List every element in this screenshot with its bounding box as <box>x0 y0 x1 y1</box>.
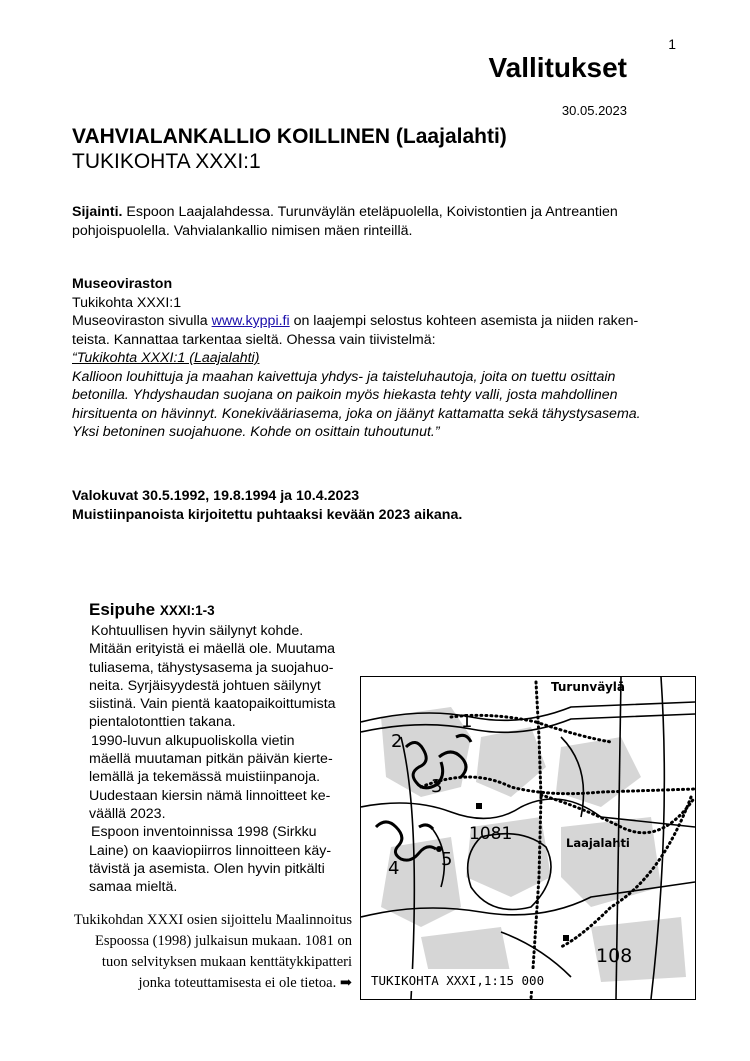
point-label-5: 5 <box>441 849 453 870</box>
bunker-marker <box>476 803 482 809</box>
caption-line <box>56 973 352 994</box>
subtitle: TUKIKOHTA XXXI:1 <box>72 150 261 173</box>
page-number: 1 <box>668 36 676 52</box>
location-label: Sijainti. <box>72 204 123 220</box>
preface-line: 1990-luvun alkupuoliskolla vietin <box>91 732 295 749</box>
map-figure <box>360 676 696 1000</box>
preface-line: pientalotonttien takana. <box>89 714 236 731</box>
preface-line: Uudestaan kiersin nämä linnoitteet ke- <box>89 787 331 804</box>
document-date: 30.05.2023 <box>561 103 627 118</box>
location-text-2: pohjoispuolella. Vahvialankallio nimisen mäen rinteillä. <box>72 222 413 239</box>
museo-section <box>72 275 682 442</box>
arrow-right-icon: ➡ <box>339 975 352 991</box>
point-label-4: 4 <box>388 858 400 879</box>
museo-line <box>72 312 682 331</box>
preface-line: tuliasema, tähystysasema ja suojahuo- <box>89 659 334 676</box>
museo-line: Tukikohta XXXI:1 <box>72 294 182 311</box>
map-caption <box>56 910 352 994</box>
map-footer: TUKIKOHTA XXXI,1:15 000 <box>371 973 545 988</box>
preface-line: Laine) on kaaviopiirros linnoitteen käy- <box>89 842 332 859</box>
quote-line: Kallioon louhittuja ja maahan kaivettuja yhdys- ja taisteluhautoja, joita on tuettu osittain <box>72 368 616 385</box>
preface-line: Espoon inventoinnissa 1998 (Sirkku <box>91 824 317 841</box>
district-label: Laajalahti <box>566 836 630 850</box>
museo-heading: Museoviraston <box>72 276 173 292</box>
caption-line: tuon selvityksen mukaan kenttätykkipatteri <box>101 954 352 970</box>
museo-text: Museoviraston sivulla <box>72 313 212 329</box>
preface-line: siistinä. Vain pientä kaatopaikoittumista <box>89 696 336 713</box>
preface-text <box>89 622 339 896</box>
map-drawing <box>361 677 695 999</box>
road-label: Turunväylä <box>551 680 625 694</box>
preface-heading-text: Esipuhe <box>89 600 160 619</box>
location-paragraph <box>72 203 682 240</box>
battery-marker <box>563 935 569 941</box>
caption-line: Espoossa (1998) julkaisun mukaan. 1081 on <box>95 933 352 949</box>
location-text: Espoon Laajalahdessa. Turunväylän eteläpuolella, Koivistontien ja Antreantien <box>122 204 618 220</box>
museo-text: on laajempi selostus kohteen asemista ja niiden raken- <box>289 313 639 329</box>
photos-line: Muistiinpanoista kirjoitettu puhtaaksi kevään 2023 aikana. <box>72 506 463 523</box>
preface-line: lemällä ja tekemässä muistiinpanoja. <box>89 769 321 786</box>
quote-title: “Tukikohta XXXI:1 (Laajalahti) <box>72 350 260 366</box>
map-number-label: 108 <box>596 945 633 967</box>
quote-line: hirsituenta on hävinnyt. Konekivääriasema, joka on jäänyt kattamatta sekä tähystysasema. <box>72 405 641 422</box>
quote-line: betonilla. Yhdyshaudan suojana on paikoin myös hiekasta tehty valli, josta mahdollinen <box>72 387 618 403</box>
caption-line: Tukikohdan XXXI osien sijoittelu Maalinnoitus <box>73 912 352 928</box>
document-title: Vallitukset <box>488 52 627 83</box>
preface-line: Kohtuullisen hyvin säilynyt kohde. <box>91 623 304 639</box>
caption-text: jonka toteuttamisesta ei ole tietoa. <box>138 975 337 991</box>
preface-line: mäellä muutaman pitkän päivän kierte- <box>89 751 333 768</box>
kyppi-link[interactable]: www.kyppi.fi <box>211 313 290 329</box>
photos-note <box>72 487 682 524</box>
map-blocks <box>381 707 686 982</box>
preface-line: Mitään erityistä ei mäellä ole. Muutama <box>89 641 336 658</box>
photos-line: Valokuvat 30.5.1992, 19.8.1994 ja 10.4.2023 <box>72 488 360 504</box>
battery-label: 1081 <box>469 824 513 844</box>
preface-line: samaa mieltä. <box>89 879 178 896</box>
preface-line: tävistä ja asemista. Olen hyvin pitkälti <box>89 860 325 877</box>
preface-heading <box>89 600 215 620</box>
main-title: VAHVIALANKALLIO KOILLINEN (Laajalahti) <box>72 125 507 148</box>
preface-line: väällä 2023. <box>89 805 166 822</box>
point-label-2: 2 <box>391 731 403 752</box>
preface-line: neita. Syrjäisyydestä johtuen säilynyt <box>89 677 321 694</box>
point-label-3: 3 <box>431 776 443 797</box>
museo-line: teista. Kannattaa tarkentaa sieltä. Ohessa vain tiivistelmä: <box>72 331 436 348</box>
point-label-1: 1 <box>461 711 473 732</box>
preface-heading-range: XXXI:1-3 <box>159 603 215 618</box>
quote-line: Yksi betoninen suojahuone. Kohde on osittain tuhoutunut.” <box>72 424 440 440</box>
